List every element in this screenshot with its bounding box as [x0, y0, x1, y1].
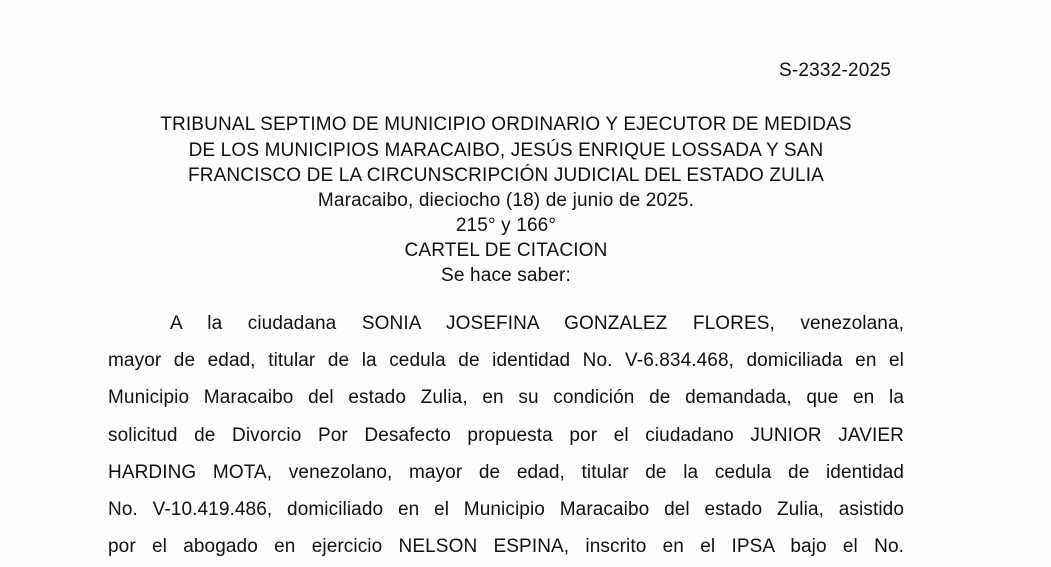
court-name-line-3: FRANCISCO DE LA CIRCUNSCRIPCIÓN JUDICIAL DEL ESTADO ZULIA: [187, 165, 824, 186]
document-body: [108, 305, 904, 565]
document-title: CARTEL DE CITACION: [404, 240, 608, 261]
body-line-6: No. V-10.419.486, domiciliado en el Municipio Maracaibo del estado Zulia, asistido: [108, 499, 904, 521]
court-name-line-1: TRIBUNAL SEPTIMO DE MUNICIPIO ORDINARIO Y EJECUTOR DE MEDIDAS: [160, 114, 852, 135]
body-line-4: solicitud de Divorcio Por Desafecto propuesta por el ciudadano JUNIOR JAVIER: [108, 424, 904, 446]
court-name-line-2: DE LOS MUNICIPIOS MARACAIBO, JESÚS ENRIQUE LOSSADA Y SAN: [188, 140, 824, 161]
body-line-3: Municipio Maracaibo del estado Zulia, en su condición de demandada, que en la: [108, 387, 904, 409]
body-line-5: HARDING MOTA, venezolano, mayor de edad, titular de la cedula de identidad: [108, 461, 904, 483]
body-line-7: por el abogado en ejercicio NELSON ESPINA, inscrito en el IPSA bajo el No.: [108, 536, 904, 558]
document-years: 215° y 166°: [455, 215, 557, 236]
case-reference: S-2332-2025: [779, 60, 892, 81]
document-header: [110, 112, 902, 288]
document-date: Maracaibo, dieciocho (18) de junio de 2025.: [317, 190, 695, 211]
body-line-2: mayor de edad, titular de la cedula de identidad No. V-6.834.468, domiciliada en el: [108, 350, 904, 372]
notice-intro: Se hace saber:: [441, 265, 571, 286]
body-line-1: A la ciudadana SONIA JOSEFINA GONZALEZ FLORES, venezolana,: [170, 313, 904, 334]
